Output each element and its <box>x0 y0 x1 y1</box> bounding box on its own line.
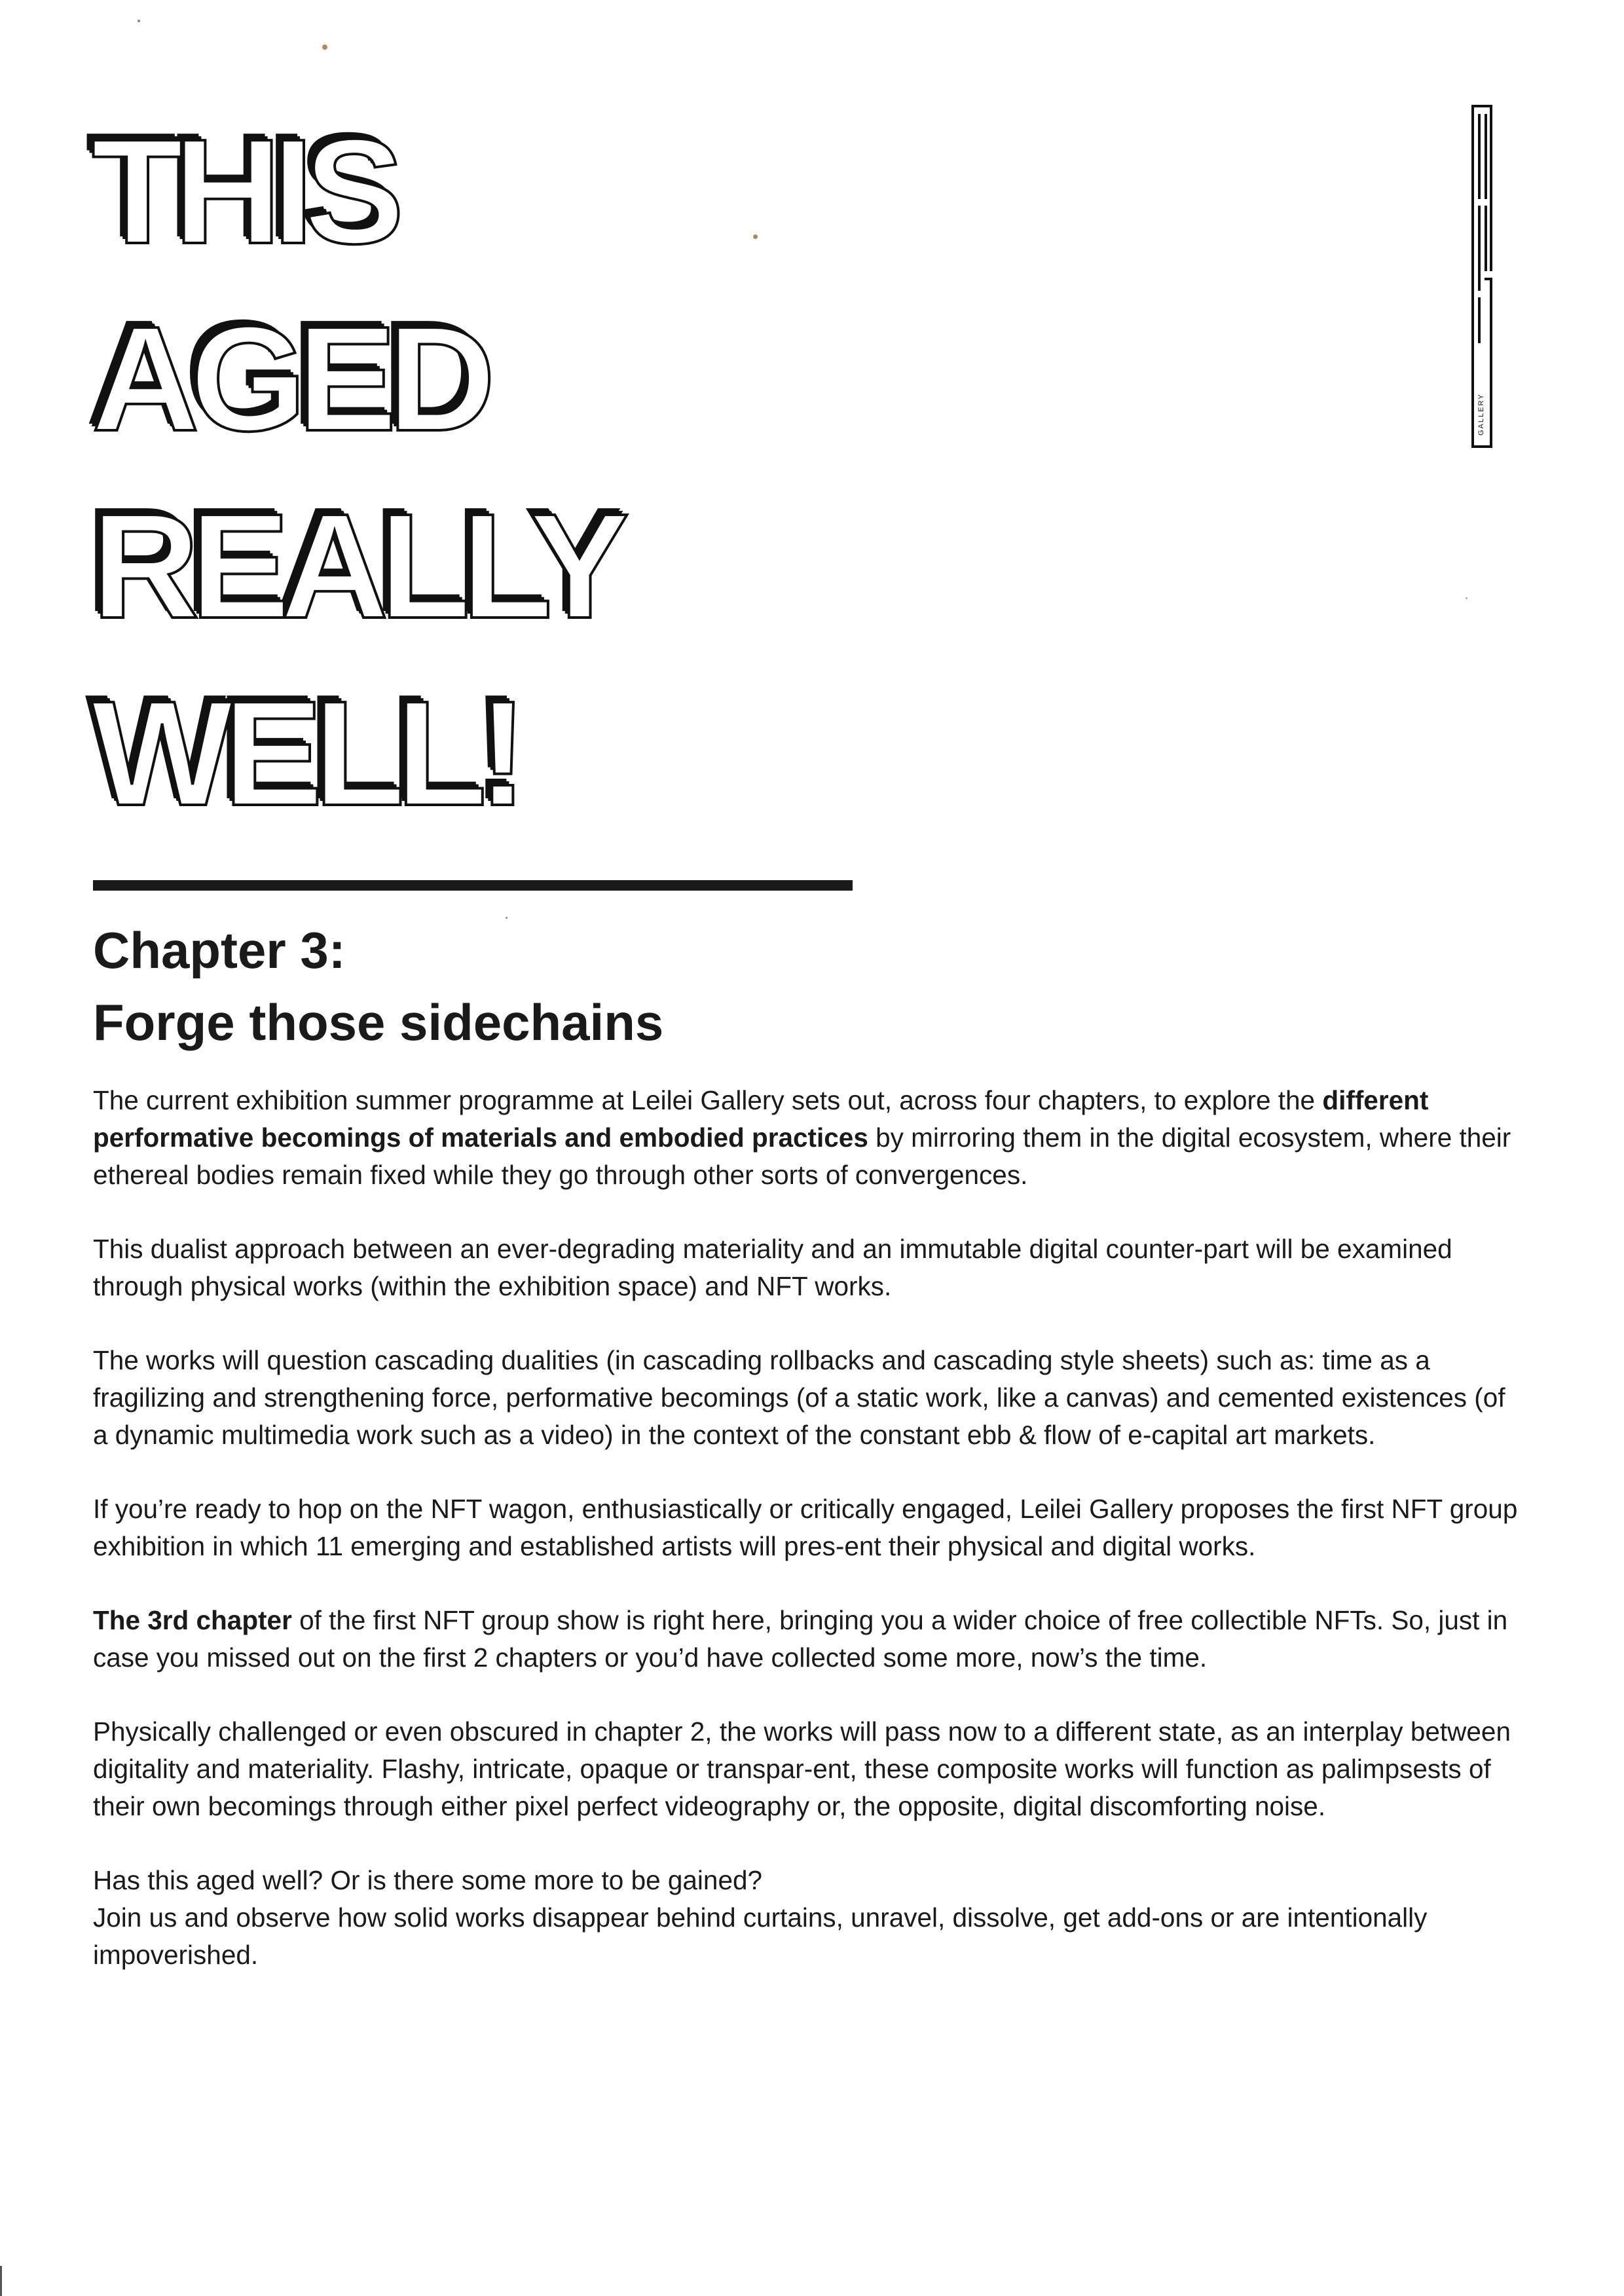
heading-divider <box>93 880 853 891</box>
scan-speck <box>138 20 140 22</box>
gallery-logo-label: GALLERY <box>1477 393 1485 435</box>
paragraph-4: If you’re ready to hop on the NFT wagon, enthusiastically or critically engaged, Leilei Gallery proposes the first NFT group exhibition in which 11 emerging and established artists will pres-ent their physical and digital works. <box>93 1494 1518 1561</box>
title-line-1: THIS <box>92 109 396 275</box>
scan-speck <box>506 917 507 919</box>
paragraph-5 <box>93 1602 1521 1676</box>
chapter-number: Chapter 3: <box>93 921 346 979</box>
scan-speck <box>322 45 327 50</box>
paragraph-2: This dualist approach between an ever-degrading materiality and an immutable digital counter-part will be examined through physical works (within the exhibition space) and NFT works. <box>93 1234 1452 1301</box>
title-line-2: AGED <box>92 296 487 462</box>
exhibition-title <box>92 98 943 847</box>
title-line-3: REALLY <box>92 483 621 650</box>
gallery-logo <box>1470 105 1494 452</box>
paragraph-1-text-b: by mirroring them in the digital ecosystem, where their ethereal bodies remain fixed while they go through other sorts of convergences. <box>93 1122 1511 1190</box>
paragraph-7-line-2: Join us and observe how solid works disappear behind curtains, unravel, dissolve, get add-ons or are intentionally impoverished. <box>93 1902 1428 1970</box>
chapter-name: Forge those sidechains <box>93 993 664 1051</box>
paragraph-7-line-1: Has this aged well? Or is there some more to be gained? <box>93 1865 763 1895</box>
paragraph-6: Physically challenged or even obscured in chapter 2, the works will pass now to a different state, as an interplay between digitality and materiality. Flashy, intricate, opaque or transpar-ent, these composite works will function as palimpsests of their own becomings through either pixel perfect videography or, the opposite, digital discomforting noise. <box>93 1716 1511 1821</box>
body-text <box>93 1082 1521 2010</box>
scan-speck <box>753 234 758 239</box>
paragraph-1 <box>93 1082 1521 1194</box>
paragraph-7 <box>93 1862 1521 1974</box>
paragraph-3: The works will question cascading dualities (in cascading rollbacks and cascading style sheets) such as: time as a fragilizing and strengthening force, performative becomings (of a static work, like a canvas) and cemented existences (of a dynamic multimedia work such as a video) in the context of the constant ebb & flow of e-capital art markets. <box>93 1345 1505 1450</box>
scan-speck <box>1466 597 1467 599</box>
chapter-heading <box>93 914 1010 1058</box>
paragraph-5-text: of the first NFT group show is right here, bringing you a wider choice of free collectible NFTs. So, just in case you missed out on the first 2 chapters or you’d have collected some more, now’s the time. <box>93 1605 1508 1673</box>
title-line-4: WELL! <box>92 671 519 837</box>
paragraph-5-bold: The 3rd chapter <box>93 1605 292 1635</box>
scan-edge-mark <box>0 2266 2 2296</box>
paragraph-1-bold: different performative becomings of materials and embodied practices <box>93 1085 1429 1153</box>
paragraph-1-text-a: The current exhibition summer programme at Leilei Gallery sets out, across four chapters, to explore the <box>93 1085 1323 1115</box>
